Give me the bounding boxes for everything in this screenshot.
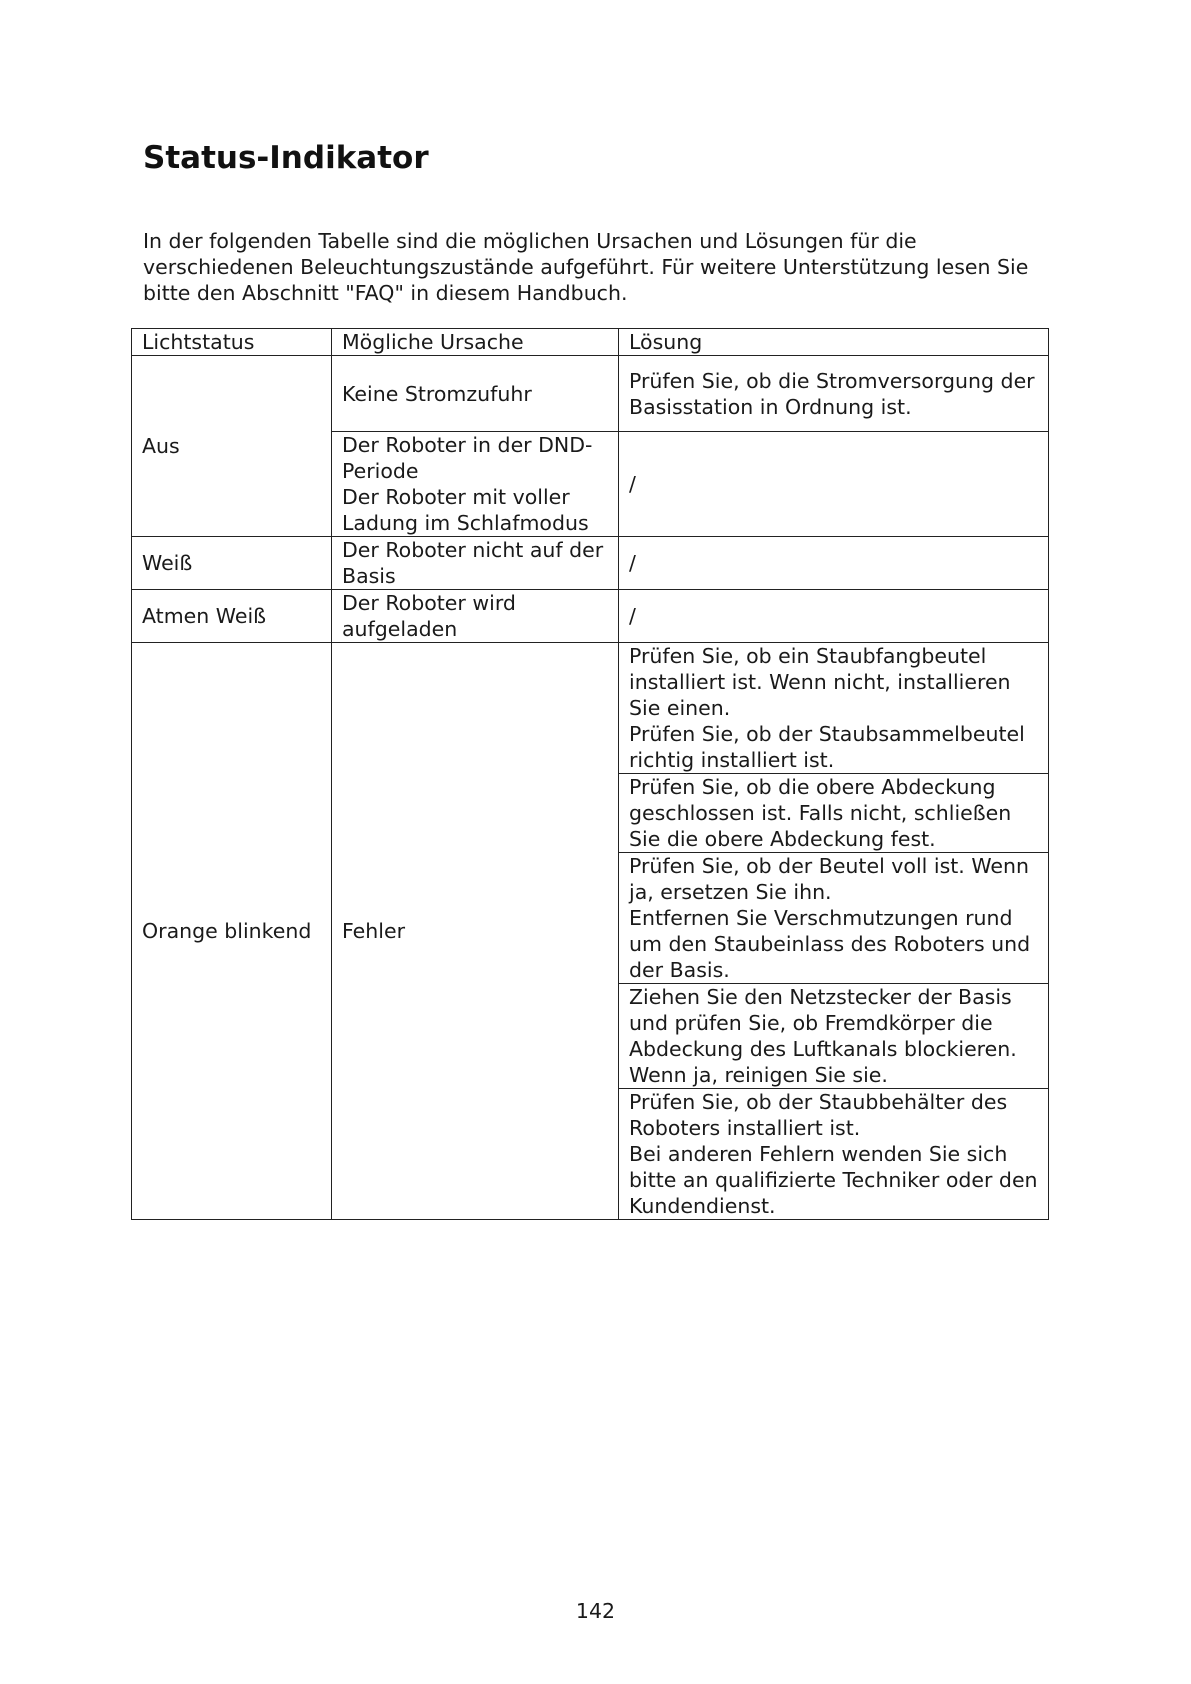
table-header-row <box>132 329 1049 356</box>
solution-cell: / <box>619 537 1049 590</box>
solution-cell: Prüfen Sie, ob die obere Abdeckung geschlossen ist. Falls nicht, schließen Sie die obere Abdeckung fest. <box>619 774 1049 853</box>
table-row <box>132 643 1049 774</box>
solution-cell: Prüfen Sie, ob ein Staubfangbeutel installiert ist. Wenn nicht, installieren Sie einen. Prüfen Sie, ob der Staubsammelbeutel richtig installiert ist. <box>619 643 1049 774</box>
solution-cell: / <box>619 432 1049 537</box>
page-number: 142 <box>575 1599 616 1623</box>
header-loesung: Lösung <box>619 329 1049 356</box>
solution-cell: / <box>619 590 1049 643</box>
cause-cell: Keine Stromzufuhr <box>332 356 619 432</box>
cause-cell: Der Roboter wird aufgeladen <box>332 590 619 643</box>
status-aus: Aus <box>132 356 332 537</box>
solution-cell: Ziehen Sie den Netzstecker der Basis und prüfen Sie, ob Fremdkörper die Abdeckung des Luftkanals blockieren. Wenn ja, reinigen Sie sie. <box>619 984 1049 1089</box>
cause-cell: Fehler <box>332 643 619 1220</box>
solution-cell: Prüfen Sie, ob der Beutel voll ist. Wenn ja, ersetzen Sie ihn. Entfernen Sie Verschmutzungen rund um den Staubeinlass des Roboters und der Basis. <box>619 853 1049 984</box>
header-ursache: Mögliche Ursache <box>332 329 619 356</box>
status-weiss: Weiß <box>132 537 332 590</box>
cause-cell: Der Roboter nicht auf der Basis <box>332 537 619 590</box>
status-atmen-weiss: Atmen Weiß <box>132 590 332 643</box>
header-lichtstatus: Lichtstatus <box>132 329 332 356</box>
status-table <box>131 328 1049 1220</box>
intro-paragraph: In der folgenden Tabelle sind die möglichen Ursachen und Lösungen für die verschiedenen Beleuchtungszustände aufgeführt. Für weitere Unterstützung lesen Sie bitte den Abschnitt "FAQ" in diesem Handbuch. <box>143 229 1029 305</box>
solution-cell: Prüfen Sie, ob die Stromversorgung der Basisstation in Ordnung ist. <box>619 356 1049 432</box>
table-row <box>132 356 1049 432</box>
page-title: Status-Indikator <box>143 140 429 176</box>
cause-cell: Der Roboter in der DND-Periode Der Roboter mit voller Ladung im Schlafmodus <box>332 432 619 537</box>
status-orange-blinkend: Orange blinkend <box>132 643 332 1220</box>
table-row <box>132 590 1049 643</box>
table-row <box>132 537 1049 590</box>
solution-cell: Prüfen Sie, ob der Staubbehälter des Roboters installiert ist. Bei anderen Fehlern wenden Sie sich bitte an qualifizierte Techniker oder den Kundendienst. <box>619 1089 1049 1220</box>
